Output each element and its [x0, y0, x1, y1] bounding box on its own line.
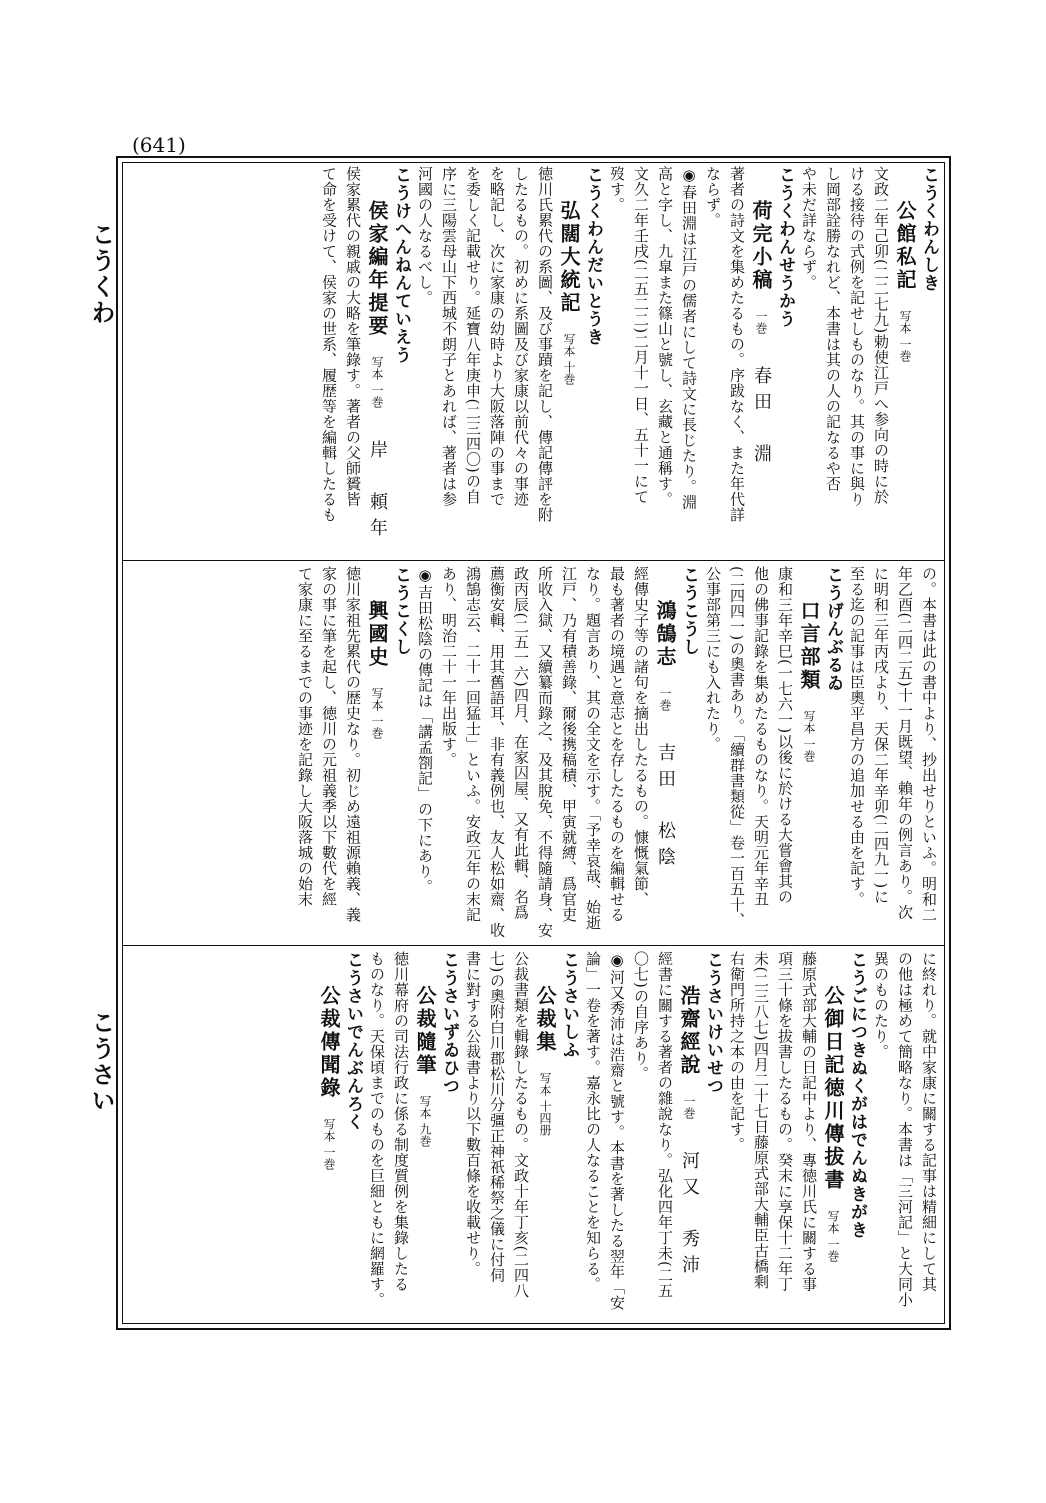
volume-info: 写本 十四册 — [538, 1072, 552, 1136]
entry-text-line: 年乙酉(二四二五)十一月既望、賴年の例言あり。次 — [896, 566, 914, 920]
entry-text-line: ける接待の式例を記せしものなり。其の事に與り — [848, 166, 866, 507]
entry-text-line: 歿す。 — [608, 166, 626, 213]
book-title: 荷完小稿 — [749, 200, 773, 292]
entry-text-line: 異のものたり。 — [872, 951, 890, 1060]
book-title: 口言部類 — [797, 600, 821, 692]
entry-text-line: 項三十條を拔書したるもの。癸末に享保十二年丁 — [776, 951, 794, 1292]
entry-text-line: 至る迄の記事は臣奧平昌方の追加せる由を記す。 — [848, 566, 866, 907]
entry-text-line: 藤原式部大輔の日記中より、專徳川氏に關する事 — [800, 951, 818, 1292]
entry-text-line: の他は極めて簡略なり。本書は「三河記」と大同小 — [896, 951, 914, 1308]
entry-text-line: 康和三年辛巳(一七六一)以後に於ける大嘗會其の — [776, 566, 794, 905]
book-title: 公館私記 — [893, 200, 917, 292]
volume-info: 写本 一巻 — [322, 1118, 336, 1170]
volume-info: 写本 一巻 — [370, 356, 384, 408]
entry-reading: こうくわんだいとうき — [583, 166, 603, 346]
entry-reading: こうさいでんぶんろく — [343, 951, 363, 1131]
entry-text-line: を委しく記載せり。延寶八年庚申(二三四〇)の自 — [464, 166, 482, 505]
book-title: 公御日記徳川傳拔書 — [821, 985, 845, 1192]
entry-text-line: 所收入獄、又續纂而錄之、及其脫免、不得隨請身、安 — [536, 566, 554, 938]
volume-info: 一巻 — [658, 687, 672, 711]
entry-text-line: ◉春田淵は江戸の儒者にして詩文に長じたり。淵 — [680, 166, 698, 510]
entry-text-line: 未(二三八七)四月二十七日藤原式部大輔臣古橋剩 — [752, 951, 770, 1290]
book-title: 浩齋經說 — [677, 985, 701, 1077]
entry-text-line: 鴻鵠志云、二十一回猛士」といふ。安政元年の末記 — [464, 566, 482, 923]
entry-text-line: 家の事に筆を起し、徳川の元祖義季以下數代を經 — [320, 566, 338, 907]
author-name: 岸 頼年 — [367, 439, 388, 544]
entry-text-line: し岡部詮勝なれど、本書は其の人の記なるや否 — [824, 166, 842, 492]
entry-text-line: 徳川家祖先累代の歴史なり。初じめ遠祖源賴義、義 — [344, 566, 362, 923]
entry-title-line — [749, 166, 773, 554]
volume-info: 写本 一巻 — [802, 710, 816, 762]
entry-text-line: 政丙辰(二五一六)四月、在家囚屋、又有此輯、名爲 — [512, 566, 530, 920]
entry-text-line: 書に對する公裁書より以下數百條を收載せり。 — [464, 951, 482, 1277]
entry-text-line: 經傳史子等の諸句を摘出したるもの。慷慨氣節、 — [632, 566, 650, 907]
entry-text-line: や未だ詳ならず。 — [800, 166, 818, 290]
entry-text-line: ◉吉田松陰の傳記は「講孟劄記」の下にあり。 — [416, 566, 434, 895]
entry-reading: こうごにつきぬくがはでんぬきがき — [847, 951, 867, 1239]
index-label-top: こうくわ — [87, 222, 116, 326]
volume-info: 一巻 — [754, 310, 768, 334]
section-divider — [123, 560, 944, 561]
entry-text-line: 侯家累代の親戚の大略を筆錄す。著者の父師贇皆 — [344, 166, 362, 507]
entry-title-line — [557, 166, 581, 554]
entry-text-line: 徳川幕府の司法行政に係る制度質例を集錄したる — [392, 951, 410, 1292]
author-name: 吉田 松陰 — [655, 743, 676, 873]
index-label-bottom: こうさい — [87, 1010, 116, 1114]
entry-text-line: 他の佛事記錄を集めたるものなり。天明元年辛丑 — [752, 566, 770, 907]
entry-reading: こうこくし — [391, 566, 411, 656]
entry-title-line — [653, 566, 677, 940]
entry-text-line: 高と字し、九皐また篠山と號し、玄藏と通稱す。 — [656, 166, 674, 507]
entry-title-line — [365, 166, 389, 554]
entry-text-line: したるもの。初めに系圖及び家康以前代々の事迹 — [512, 166, 530, 507]
volume-info: 一巻 — [682, 1095, 696, 1119]
entry-text-line: 徳川氏累代の系圖、及び事蹟を記し、傳記傳評を附 — [536, 166, 554, 523]
entry-text-line: なり。題言あり、其の全文を示す。「予幸哀哉、始逝 — [584, 566, 602, 931]
entry-text-line: 序に三陽雲母山下西城不朗子とあれば、著者は参 — [440, 166, 458, 507]
entry-text-line: 論」一卷を著す。嘉永比の人なることを知らる。 — [584, 951, 602, 1292]
entry-title-line — [365, 566, 389, 940]
entry-text-line: て命を受けて、侯家の世系、履歴等を編輯したるも — [320, 166, 338, 523]
volume-info: 写本 十巻 — [562, 333, 576, 385]
entry-title-line — [317, 951, 341, 1320]
book-title: 公裁傳聞錄 — [317, 985, 341, 1100]
book-title: 公裁隨筆 — [413, 985, 437, 1077]
entry-text-line: 公事部第三にも入れたり。 — [704, 566, 722, 752]
entry-text-line: 著者の詩文を集めたるもの。序跋なく、また年代詳 — [728, 166, 746, 523]
entry-text-line: ◉河又秀沛は浩齋と號す。本書を著したる翌年「安 — [608, 951, 626, 1311]
entry-title-line — [797, 566, 821, 940]
book-title: 侯家編年提要 — [365, 200, 389, 338]
entry-text-line: ものなり。天保頃までのものを巨細ともに網羅す。 — [368, 951, 386, 1308]
entry-text-line: 經書に關する著者の雜說なり。弘化四年丁未(二五 — [656, 951, 674, 1299]
section-divider — [123, 945, 944, 946]
entry-text-line: を略記し、次に家康の幼時より大阪落陣の事まで — [488, 166, 506, 507]
entry-text-line: に明和三年丙戌より、天保二年辛卯(二四九一)に — [872, 566, 890, 905]
entry-reading: こうげんぶるゐ — [823, 566, 843, 692]
entry-text-line: 〇七)の自序あり。 — [632, 951, 650, 1082]
entry-title-line — [821, 951, 845, 1320]
volume-info: 写本 一巻 — [826, 1210, 840, 1262]
entry-reading: こうけへんねんていえう — [391, 166, 411, 364]
entry-text-line: あり、明治二十一年出版す。 — [440, 566, 458, 768]
entry-text-line: の。本書は此の書中より、抄出せりといふ。明和二 — [920, 566, 938, 923]
author-name: 河又 秀沛 — [679, 1151, 700, 1281]
entries-panel-bottom — [126, 951, 941, 1320]
entry-text-line: 七)の奧附白川郡松川分彊正神祇稀祭之儀に付伺 — [488, 951, 506, 1283]
entry-text-line: 右衛門所持之本の由を記す。 — [728, 951, 746, 1153]
book-title: 鴻鵠志 — [653, 600, 677, 669]
book-title: 弘闊大統記 — [557, 200, 581, 315]
entry-text-line: 江戸、乃有積善錄、爾後携稿積、甲寅就縛、爲官吏 — [560, 566, 578, 923]
entry-reading: こうさいずゐひつ — [439, 951, 459, 1095]
volume-info: 写本 九巻 — [418, 1095, 432, 1147]
book-title: 公裁集 — [533, 985, 557, 1054]
entry-text-line: て家康に至るまでの事迹を記錄し大阪落城の始末 — [296, 566, 314, 907]
entry-reading: こうさいけいせつ — [703, 951, 723, 1095]
entries-panel-middle — [126, 566, 941, 940]
volume-info: 写本 一巻 — [370, 687, 384, 739]
entry-reading: こうくわんしき — [919, 166, 939, 292]
entry-text-line: 文久二年壬戌(二五二二)二月十一日、五十一にて — [632, 166, 650, 505]
entry-text-line: (二四四一)の奧書あり。「續群書類從」卷一百五十、 — [728, 566, 746, 928]
entry-reading: こうさいしふ — [559, 951, 579, 1059]
entries-panel-top — [126, 166, 941, 554]
entry-title-line — [893, 166, 917, 554]
entry-text-line: 河國の人なるべし。 — [416, 166, 434, 306]
entry-title-line — [677, 951, 701, 1320]
entry-text-line: ならず。 — [704, 166, 722, 228]
author-name: 春田 淵 — [751, 366, 772, 470]
entry-text-line: 最も著者の境遇と意志とを存したるものを編輯せる — [608, 566, 626, 923]
entry-title-line — [413, 951, 437, 1320]
entry-text-line: 公裁書類を輯錄したるもの。文政十年丁亥(二四八 — [512, 951, 530, 1299]
page-number: (641) — [132, 133, 186, 157]
entry-reading: こうくわんせうかう — [775, 166, 795, 328]
entry-text-line: 文政二年己卯(二二七九)勅使江戸へ参向の時に於 — [872, 166, 890, 505]
entry-text-line: に終れり。就中家康に關する記事は精細にして其 — [920, 951, 938, 1292]
volume-info: 写本 一巻 — [898, 310, 912, 362]
book-title: 興國史 — [365, 600, 389, 669]
entry-text-line: 薦衡安輯、用其舊語耳、非有義例也、友人松如齋、收 — [488, 566, 506, 938]
entry-reading: こうこうし — [679, 566, 699, 656]
entry-title-line — [533, 951, 557, 1320]
